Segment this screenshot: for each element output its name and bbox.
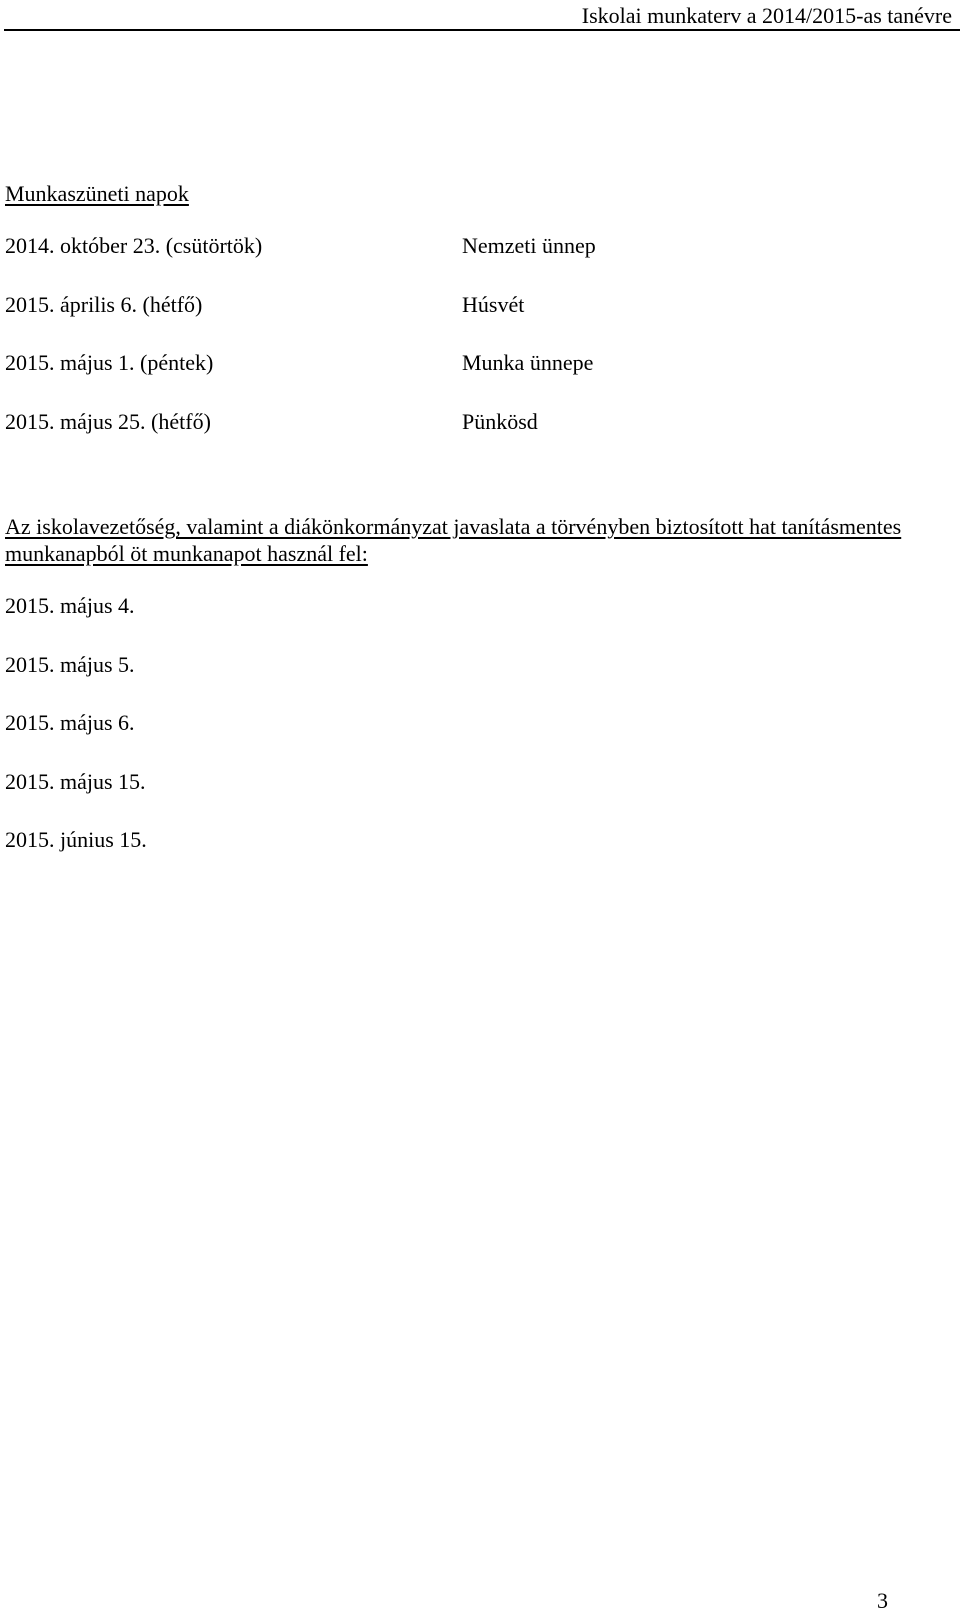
holiday-row — [5, 350, 945, 409]
days-off-list — [5, 593, 147, 886]
holiday-row — [5, 292, 945, 351]
day-off-item: 2015. május 15. — [5, 768, 146, 794]
holiday-name: Pünkösd — [462, 408, 538, 434]
holiday-name: Nemzeti ünnep — [462, 233, 596, 258]
holiday-list — [5, 233, 945, 467]
body-paragraph: Az iskolavezetőség, valamint a diákönkormányzat javaslata a törvényben biztosított hat tanításmentes munkanapból öt munkanapot használ fel: — [5, 514, 902, 566]
holiday-row — [5, 409, 945, 468]
page-header-title: Iskolai munkaterv a 2014/2015-as tanévre — [581, 3, 952, 28]
section-heading: Munkaszüneti napok — [5, 181, 189, 206]
header-divider — [4, 29, 960, 31]
day-off-item: 2015. május 5. — [5, 651, 135, 677]
holiday-date: 2014. október 23. (csütörtök) — [5, 233, 263, 258]
holiday-date: 2015. május 25. (hétfő) — [5, 408, 211, 434]
day-off-item: 2015. május 6. — [5, 710, 135, 735]
holiday-date: 2015. április 6. (hétfő) — [5, 291, 203, 317]
holiday-name: Munka ünnepe — [462, 350, 594, 375]
page-number: 3 — [877, 1588, 888, 1613]
holiday-row — [5, 233, 945, 292]
day-off-item: 2015. június 15. — [5, 827, 147, 852]
holiday-date: 2015. május 1. (péntek) — [5, 350, 214, 375]
day-off-item: 2015. május 4. — [5, 593, 135, 618]
holiday-name: Húsvét — [462, 291, 525, 317]
